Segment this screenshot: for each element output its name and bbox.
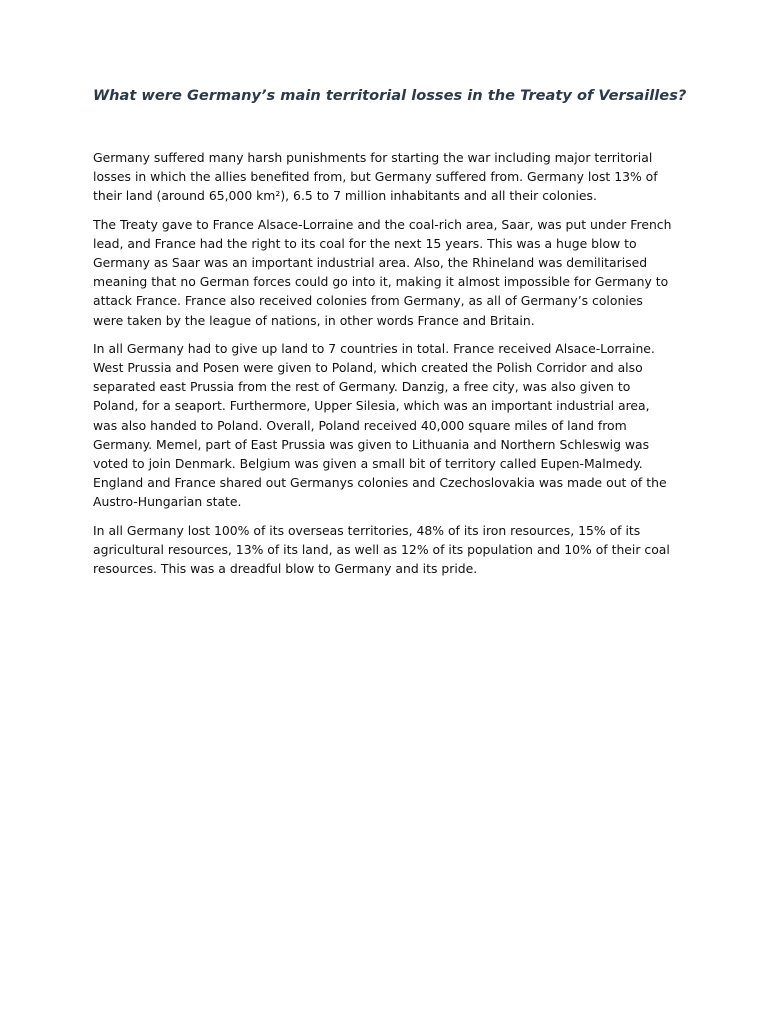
document-body — [93, 86, 687, 587]
paragraph-france: The Treaty gave to France Alsace-Lorraine and the coal-rich area, Saar, was put under French lead, and France had the right to its coal for the next 15 years. This was a huge blow to Germany as Saar was an important industrial area. Also, the Rhineland was demilitarised meaning that no German forces could go into it, making it almost impossible for Germany to attack France. France also received colonies from Germany, as all of Germany’s colonies were taken by the league of nations, in other words France and Britain. — [93, 216, 672, 328]
paragraph-intro: Germany suffered many harsh punishments for starting the war including major territorial losses in which the allies benefited from, but Germany suffered from. Germany lost 13% of their land (around 65,000 km²), 6.5 to 7 million inhabitants and all their colonies. — [93, 150, 658, 204]
paragraph-territories: In all Germany had to give up land to 7 countries in total. France received Alsace-Lorraine. West Prussia and Posen were given to Poland, which created the Polish Corridor and also separated east Prussia from the rest of Germany. Danzig, a free city, was also given to Poland, for a seaport. Furthermore, Upper Silesia, which was an important industrial area, was also handed to Poland. Overall, Poland received 40,000 square miles of land from Germany. Memel, part of East Prussia was given to Lithuania and Northern Schleswig was voted to join Denmark. Belgium was given a small bit of territory called Eupen-Malmedy. England and France shared out Germanys colonies and Czechoslovakia was made out of the Austro-Hungarian state. — [93, 340, 667, 510]
document-title: What were Germany’s main territorial losses in the Treaty of Versailles? — [93, 87, 687, 104]
paragraph-summary: In all Germany lost 100% of its overseas territories, 48% of its iron resources, 15% of its agricultural resources, 13% of its land, as well as 12% of its population and 10% of their coal resources. This was a dreadful blow to Germany and its pride. — [93, 522, 670, 577]
